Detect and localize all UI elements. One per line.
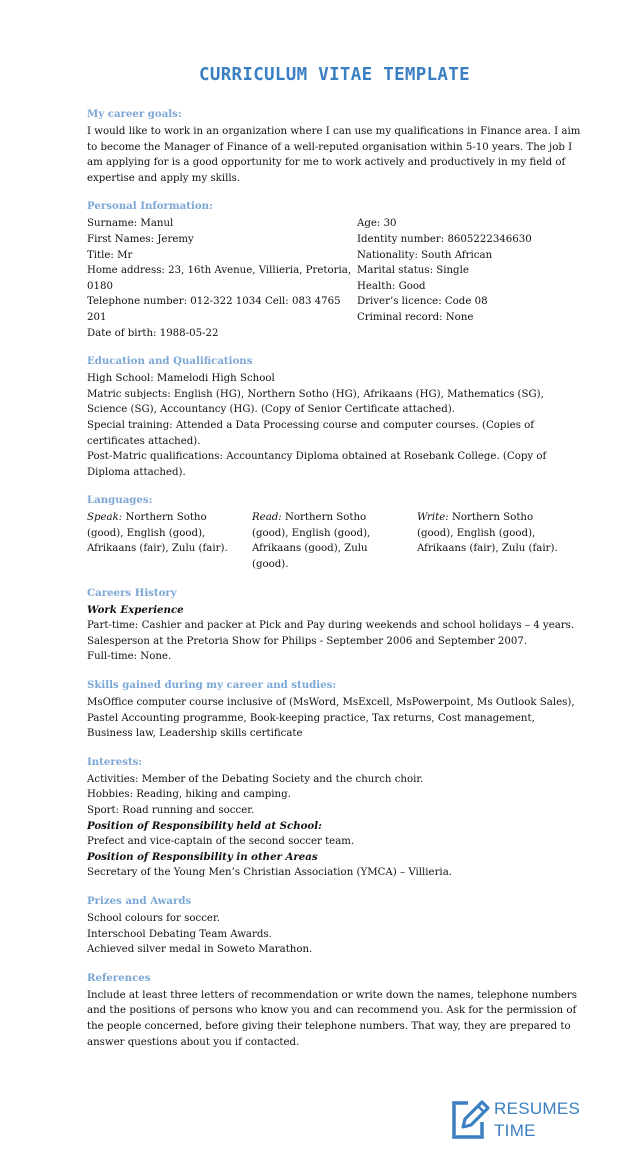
personal-info-field: Nationality: South African xyxy=(357,249,493,261)
language-write-text: Northern Sotho (good), English (good), Afrikaans (fair), Zulu (fair). xyxy=(417,512,558,555)
references-text: Include at least three letters of recommendation or write down the names, telephone numbers and the positions of persons who know you and can recommend you. Ask for the permission of the people concerned, before giving their telephone numbers. That way, they are prepared to answer questions about you if contacted. xyxy=(87,989,578,1048)
education-line: High School: Mamelodi High School xyxy=(87,373,275,385)
language-read xyxy=(252,510,417,572)
personal-info-field: Title: Mr xyxy=(87,249,133,261)
language-speak-text: Northern Sotho (good), English (good), Afrikaans (fair), Zulu (fair). xyxy=(87,512,228,555)
personal-info-field: Date of birth: 1988-05-22 xyxy=(87,327,219,339)
personal-info-left-column xyxy=(87,216,357,341)
prize-line: School colours for soccer. xyxy=(87,912,220,924)
personal-info-field: Criminal record: None xyxy=(357,311,474,323)
career-line: Salesperson at the Pretoria Show for Philips - September 2006 and September 2007. xyxy=(87,635,528,647)
responsibility-other-label: Position of Responsibility in other Areas xyxy=(87,850,318,863)
skills-section xyxy=(87,679,582,742)
interests-activities: Activities: Member of the Debating Society and the church choir. xyxy=(87,773,424,785)
interests-section xyxy=(87,756,582,881)
personal-info-field: Health: Good xyxy=(357,280,426,292)
prize-line: Achieved silver medal in Soweto Marathon. xyxy=(87,944,313,956)
references-section xyxy=(87,972,582,1050)
language-speak xyxy=(87,510,252,572)
personal-info-right-column xyxy=(357,216,582,341)
edit-document-icon xyxy=(450,1098,490,1140)
languages-section xyxy=(87,494,582,572)
interests-hobbies: Hobbies: Reading, hiking and camping. xyxy=(87,789,291,801)
education-line: Post-Matric qualifications: Accountancy Diploma obtained at Rosebank College. (Copy of Diploma attached). xyxy=(87,451,547,478)
personal-info-field: Identity number: 8605222346630 xyxy=(357,233,532,245)
personal-info-field: Driver’s licence: Code 08 xyxy=(357,296,488,308)
references-heading: References xyxy=(87,971,151,984)
language-read-text: Northern Sotho (good), English (good), Afrikaans (good), Zulu (good). xyxy=(252,512,371,571)
language-speak-label: Speak: xyxy=(87,512,123,524)
education-line: Special training: Attended a Data Processing course and computer courses. (Copies of certificates attached). xyxy=(87,419,535,447)
responsibility-other-text: Secretary of the Young Men’s Christian Association (YMCA) – Villieria. xyxy=(87,867,453,879)
education-heading: Education and Qualifications xyxy=(87,355,253,368)
career-line: Part-time: Cashier and packer at Pick and Pay during weekends and school holidays – 4 years. xyxy=(87,620,575,632)
resumes-time-logo xyxy=(450,1098,610,1144)
personal-info-field: Telephone number: 012-322 1034 Cell: 083 4765 201 xyxy=(87,296,341,323)
careers-heading: Careers History xyxy=(87,586,177,599)
responsibility-school-text: Prefect and vice-captain of the second soccer team. xyxy=(87,836,355,848)
career-goals-text: I would like to work in an organization where I can use my qualifications in Finance area. I aim to become the Manager of Finance of a well-reputed organisation within 5-10 years. The job I am applying for is a good opportunity for me to work actively and productively in my field of expertise and apply my skills. xyxy=(87,126,581,184)
careers-section xyxy=(87,587,582,665)
personal-info-field: Surname: Manul xyxy=(87,218,174,230)
page-title: CURRICULUM VITAE TEMPLATE xyxy=(199,65,470,85)
prize-line: Interschool Debating Team Awards. xyxy=(87,928,272,940)
logo-line2: TIME xyxy=(494,1121,536,1140)
work-experience-subheading: Work Experience xyxy=(87,603,184,616)
interests-heading: Interests: xyxy=(87,755,143,768)
personal-info-field: Marital status: Single xyxy=(357,265,469,277)
career-line: Full-time: None. xyxy=(87,651,172,663)
languages-heading: Languages: xyxy=(87,494,153,507)
education-line: Matric subjects: English (HG), Northern Sotho (HG), Afrikaans (HG), Mathematics (SG), Science (SG), Accountancy (HG). (Copy of Senior Certificate attached). xyxy=(87,388,544,416)
interests-sport: Sport: Road running and soccer. xyxy=(87,805,255,816)
personal-info-field: Home address: 23, 16th Avenue, Villieria, Pretoria, 0180 xyxy=(87,265,352,292)
responsibility-school-label: Position of Responsibility held at School: xyxy=(87,819,322,832)
skills-text: MsOffice computer course inclusive of (MsWord, MsExcell, MsPowerpoint, Ms Outlook Sales), Pastel Accounting programme, Book-keeping practice, Tax returns, Cost management, Business law, Leadership skills certificate xyxy=(87,697,575,740)
personal-info-field: First Names: Jeremy xyxy=(87,233,194,245)
logo-text xyxy=(494,1098,580,1142)
prizes-section xyxy=(87,895,582,958)
cv-page xyxy=(87,60,582,1052)
personal-info-section xyxy=(87,200,582,341)
logo-line1: RESUMES xyxy=(494,1099,581,1118)
language-read-label: Read: xyxy=(252,512,282,524)
education-section xyxy=(87,355,582,480)
prizes-heading: Prizes and Awards xyxy=(87,894,192,907)
language-write-label: Write: xyxy=(417,512,449,524)
personal-info-field: Age: 30 xyxy=(357,218,397,230)
language-write xyxy=(417,510,582,572)
personal-info-heading: Personal Information: xyxy=(87,200,213,213)
skills-heading: Skills gained during my career and studies: xyxy=(87,679,337,692)
career-goals-section xyxy=(87,108,582,186)
career-goals-heading: My career goals: xyxy=(87,108,182,120)
